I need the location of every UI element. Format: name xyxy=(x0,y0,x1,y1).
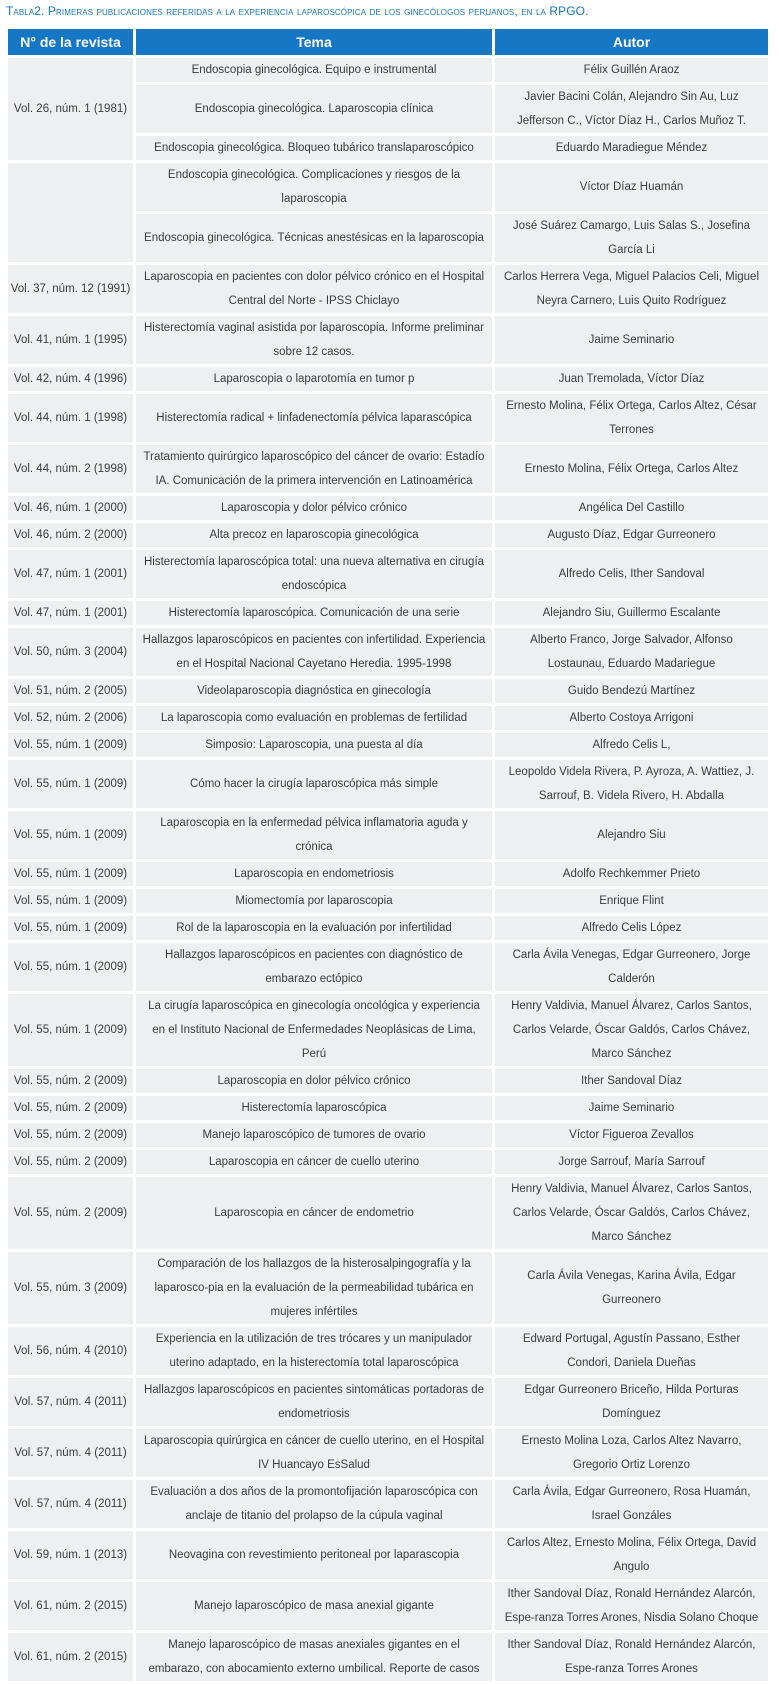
volume-cell: Vol. 57, núm. 4 (2011) xyxy=(8,1378,133,1426)
volume-cell: Vol. 37, núm. 12 (1991) xyxy=(8,265,133,313)
table-row xyxy=(8,760,768,808)
table-row xyxy=(8,1252,768,1324)
volume-cell: Vol. 41, núm. 1 (1995) xyxy=(8,316,133,364)
table-header-row xyxy=(8,29,768,55)
author-cell: Alberto Costoya Arrigoni xyxy=(495,706,768,730)
topic-cell: Laparoscopia en endometriosis xyxy=(136,862,492,886)
author-cell: Ernesto Molina Loza, Carlos Altez Navarro, Gregorio Ortiz Lorenzo xyxy=(495,1429,768,1477)
author-cell: Juan Tremolada, Víctor Díaz xyxy=(495,367,768,391)
topic-cell: La cirugía laparoscópica en ginecología oncológica y experiencia en el Instituto Nacional de Enfermedades Neoplásicas de Lima, Perú xyxy=(136,994,492,1066)
table-row xyxy=(8,445,768,493)
volume-cell: Vol. 59, núm. 1 (2013) xyxy=(8,1531,133,1579)
topic-cell: Endoscopia ginecológica. Equipo e instrumental xyxy=(136,58,492,82)
volume-cell: Vol. 47, núm. 1 (2001) xyxy=(8,601,133,625)
topic-cell: Miomectomía por laparoscopia xyxy=(136,889,492,913)
table-row xyxy=(8,916,768,940)
volume-cell: Vol. 55, núm. 2 (2009) xyxy=(8,1069,133,1093)
table-row xyxy=(8,367,768,391)
topic-cell: Endoscopia ginecológica. Técnicas anestésicas en la laparoscopia xyxy=(136,214,492,262)
table-row xyxy=(8,889,768,913)
topic-cell: Laparoscopia en dolor pélvico crónico xyxy=(136,1069,492,1093)
topic-cell: Cómo hacer la cirugía laparoscópica más simple xyxy=(136,760,492,808)
volume-cell: Vol. 47, núm. 1 (2001) xyxy=(8,550,133,598)
table-row xyxy=(8,550,768,598)
topic-cell: Histerectomía radical + linfadenectomía pélvica laparascópica xyxy=(136,394,492,442)
volume-cell: Vol. 55, núm. 1 (2009) xyxy=(8,862,133,886)
topic-cell: Videolaparoscopia diagnóstica en ginecología xyxy=(136,679,492,703)
author-cell: Ernesto Molina, Félix Ortega, Carlos Altez xyxy=(495,445,768,493)
author-cell: Leopoldo Videla Rivera, P. Ayroza, A. Wattiez, J. Sarrouf, B. Videla Rivero, H. Abdalla xyxy=(495,760,768,808)
table-row xyxy=(8,733,768,757)
volume-cell: Vol. 55, núm. 2 (2009) xyxy=(8,1096,133,1120)
author-cell: Enrique Flint xyxy=(495,889,768,913)
volume-cell: Vol. 55, núm. 1 (2009) xyxy=(8,943,133,991)
author-cell: Henry Valdivia, Manuel Álvarez, Carlos Santos, Carlos Velarde, Óscar Galdós, Carlos Chávez, Marco Sánchez xyxy=(495,1177,768,1249)
topic-cell: Neovagina con revestimiento peritoneal por laparascopia xyxy=(136,1531,492,1579)
volume-cell: Vol. 55, núm. 2 (2009) xyxy=(8,1150,133,1174)
table-row xyxy=(8,1480,768,1528)
topic-cell: Manejo laparoscópico de tumores de ovario xyxy=(136,1123,492,1147)
topic-cell: Endoscopia ginecológica. Bloqueo tubárico translaparoscópico xyxy=(136,136,492,160)
table-row xyxy=(8,394,768,442)
author-cell: Alejandro Siu, Guillermo Escalante xyxy=(495,601,768,625)
table-row xyxy=(8,1177,768,1249)
volume-cell: Vol. 50, núm. 3 (2004) xyxy=(8,628,133,676)
volume-cell: Vol. 44, núm. 2 (1998) xyxy=(8,445,133,493)
table-row xyxy=(8,994,768,1066)
author-cell: Angélica Del Castillo xyxy=(495,496,768,520)
table-row xyxy=(8,628,768,676)
author-cell: Carla Ávila Venegas, Karina Ávila, Edgar Gurreonero xyxy=(495,1252,768,1324)
author-cell: Jaime Seminario xyxy=(495,1096,768,1120)
table-row xyxy=(8,1633,768,1681)
author-cell: Ernesto Molina, Félix Ortega, Carlos Altez, César Terrones xyxy=(495,394,768,442)
author-cell: Carla Ávila, Edgar Gurreonero, Rosa Huamán, Israel Gonzáles xyxy=(495,1480,768,1528)
volume-cell: Vol. 55, núm. 2 (2009) xyxy=(8,1123,133,1147)
volume-cell: Vol. 61, núm. 2 (2015) xyxy=(8,1582,133,1630)
topic-cell: Endoscopia ginecológica. Complicaciones y riesgos de la laparoscopia xyxy=(136,163,492,211)
author-cell: Henry Valdivia, Manuel Álvarez, Carlos Santos, Carlos Velarde, Óscar Galdós, Carlos Chávez, Marco Sánchez xyxy=(495,994,768,1066)
table-row xyxy=(8,601,768,625)
column-header-author: Autor xyxy=(495,29,768,55)
topic-cell: Tratamiento quirúrgico laparoscópico del cáncer de ovario: Estadío IA. Comunicación de la primera intervención en Latinoamérica xyxy=(136,445,492,493)
table-row xyxy=(8,811,768,859)
topic-cell: Histerectomía vaginal asistida por laparoscopia. Informe preliminar sobre 12 casos. xyxy=(136,316,492,364)
author-cell: Carla Ávila Venegas, Edgar Gurreonero, Jorge Calderón xyxy=(495,943,768,991)
table-row xyxy=(8,163,768,211)
volume-cell: Vol. 44, núm. 1 (1998) xyxy=(8,394,133,442)
table-row xyxy=(8,58,768,82)
column-header-volume: N° de la revista xyxy=(8,29,133,55)
author-cell: Alfredo Celis López xyxy=(495,916,768,940)
volume-cell: Vol. 42, núm. 4 (1996) xyxy=(8,367,133,391)
volume-cell: Vol. 57, núm. 4 (2011) xyxy=(8,1429,133,1477)
table-row xyxy=(8,706,768,730)
author-cell: Alejandro Siu xyxy=(495,811,768,859)
topic-cell: Endoscopia ginecológica. Laparoscopia clínica xyxy=(136,85,492,133)
topic-cell: Hallazgos laparoscópicos en pacientes sintomáticas portadoras de endometriosis xyxy=(136,1378,492,1426)
topic-cell: Laparoscopia y dolor pélvico crónico xyxy=(136,496,492,520)
author-cell: Alfredo Celis, Ither Sandoval xyxy=(495,550,768,598)
topic-cell: Experiencia en la utilización de tres trócares y un manipulador uterino adaptado, en la histerectomía total laparoscópica xyxy=(136,1327,492,1375)
author-cell: Edgar Gurreonero Briceño, Hilda Porturas Domínguez xyxy=(495,1378,768,1426)
author-cell: Guido Bendezú Martínez xyxy=(495,679,768,703)
table-caption: Tabla2. Primeras publicaciones referidas a la experiencia laparoscópica de los ginecólogos peruanos, en la RPGO. xyxy=(6,4,589,18)
publications-table xyxy=(5,26,771,1684)
table-row xyxy=(8,1096,768,1120)
author-cell: Augusto Díaz, Edgar Gurreonero xyxy=(495,523,768,547)
volume-cell: Vol. 55, núm. 1 (2009) xyxy=(8,760,133,808)
column-header-topic: Tema xyxy=(136,29,492,55)
volume-cell: Vol. 55, núm. 1 (2009) xyxy=(8,916,133,940)
table-row xyxy=(8,943,768,991)
table-row xyxy=(8,1429,768,1477)
table-body xyxy=(8,58,768,1681)
topic-cell: Hallazgos laparoscópicos en pacientes con diagnóstico de embarazo ectópico xyxy=(136,943,492,991)
topic-cell: Hallazgos laparoscópicos en pacientes con infertilidad. Experiencia en el Hospital Nacional Cayetano Heredia. 1995-1998 xyxy=(136,628,492,676)
topic-cell: Histerectomía laparoscópica. Comunicación de una serie xyxy=(136,601,492,625)
volume-cell xyxy=(8,163,133,262)
author-cell: Alberto Franco, Jorge Salvador, Alfonso Lostaunau, Eduardo Madariegue xyxy=(495,628,768,676)
table-row xyxy=(8,862,768,886)
volume-cell: Vol. 46, núm. 1 (2000) xyxy=(8,496,133,520)
topic-cell: Laparoscopia en cáncer de cuello uterino xyxy=(136,1150,492,1174)
table-row xyxy=(8,679,768,703)
volume-cell: Vol. 52, núm. 2 (2006) xyxy=(8,706,133,730)
table-row xyxy=(8,1531,768,1579)
topic-cell: Laparoscopia en la enfermedad pélvica inflamatoria aguda y crónica xyxy=(136,811,492,859)
volume-cell: Vol. 51, núm. 2 (2005) xyxy=(8,679,133,703)
table-row xyxy=(8,523,768,547)
author-cell: Edward Portugal, Agustín Passano, Esther Condori, Daniela Dueñas xyxy=(495,1327,768,1375)
table-row xyxy=(8,316,768,364)
topic-cell: Simposio: Laparoscopia, una puesta al día xyxy=(136,733,492,757)
table-row xyxy=(8,1327,768,1375)
topic-cell: Histerectomía laparoscópica xyxy=(136,1096,492,1120)
author-cell: Ither Sandoval Díaz xyxy=(495,1069,768,1093)
topic-cell: La laparoscopia como evaluación en problemas de fertilidad xyxy=(136,706,492,730)
author-cell: Alfredo Celis L, xyxy=(495,733,768,757)
table-row xyxy=(8,1150,768,1174)
topic-cell: Laparoscopia en pacientes con dolor pélvico crónico en el Hospital Central del Norte - IPSS Chiclayo xyxy=(136,265,492,313)
table-row xyxy=(8,265,768,313)
table-row xyxy=(8,496,768,520)
author-cell: Carlos Altez, Ernesto Molina, Félix Ortega, David Angulo xyxy=(495,1531,768,1579)
volume-cell: Vol. 55, núm. 1 (2009) xyxy=(8,733,133,757)
topic-cell: Laparoscopia quirúrgica en cáncer de cuello uterino, en el Hospital IV Huancayo EsSalud xyxy=(136,1429,492,1477)
volume-cell: Vol. 55, núm. 1 (2009) xyxy=(8,889,133,913)
author-cell: Víctor Figueroa Zevallos xyxy=(495,1123,768,1147)
volume-cell: Vol. 55, núm. 2 (2009) xyxy=(8,1177,133,1249)
volume-cell: Vol. 55, núm. 1 (2009) xyxy=(8,811,133,859)
topic-cell: Alta precoz en laparoscopia ginecológica xyxy=(136,523,492,547)
volume-cell: Vol. 56, núm. 4 (2010) xyxy=(8,1327,133,1375)
author-cell: Eduardo Maradiegue Méndez xyxy=(495,136,768,160)
author-cell: Ither Sandoval Díaz, Ronald Hernández Alarcón, Espe-ranza Torres Arones xyxy=(495,1633,768,1681)
volume-cell: Vol. 55, núm. 1 (2009) xyxy=(8,994,133,1066)
topic-cell: Histerectomía laparoscópica total: una nueva alternativa en cirugía endoscópica xyxy=(136,550,492,598)
author-cell: Ither Sandoval Díaz, Ronald Hernández Alarcón, Espe-ranza Torres Arones, Nisdia Solano Choque xyxy=(495,1582,768,1630)
author-cell: Félix Guillén Araoz xyxy=(495,58,768,82)
topic-cell: Manejo laparoscópico de masas anexiales gigantes en el embarazo, con abocamiento externo umbilical. Reporte de casos xyxy=(136,1633,492,1681)
author-cell: Jaime Seminario xyxy=(495,316,768,364)
table-row xyxy=(8,1123,768,1147)
volume-cell: Vol. 57, núm. 4 (2011) xyxy=(8,1480,133,1528)
author-cell: Adolfo Rechkemmer Prieto xyxy=(495,862,768,886)
topic-cell: Laparoscopia en cáncer de endometrio xyxy=(136,1177,492,1249)
author-cell: Jorge Sarrouf, María Sarrouf xyxy=(495,1150,768,1174)
table-row xyxy=(8,1378,768,1426)
topic-cell: Evaluación a dos años de la promontofijación laparoscópica con anclaje de titanio del prolapso de la cúpula vaginal xyxy=(136,1480,492,1528)
volume-cell: Vol. 46, núm. 2 (2000) xyxy=(8,523,133,547)
table-row xyxy=(8,1069,768,1093)
author-cell: José Suárez Camargo, Luis Salas S., Josefina García Li xyxy=(495,214,768,262)
author-cell: Javier Bacini Colán, Alejandro Sin Au, Luz Jefferson C., Víctor Díaz H., Carlos Muñoz T. xyxy=(495,85,768,133)
volume-cell: Vol. 61, núm. 2 (2015) xyxy=(8,1633,133,1681)
author-cell: Carlos Herrera Vega, Miguel Palacios Celi, Miguel Neyra Carnero, Luis Quito Rodríguez xyxy=(495,265,768,313)
table-row xyxy=(8,1582,768,1630)
topic-cell: Rol de la laparoscopia en la evaluación por infertilidad xyxy=(136,916,492,940)
topic-cell: Laparoscopia o laparotomía en tumor p xyxy=(136,367,492,391)
author-cell: Víctor Díaz Huamán xyxy=(495,163,768,211)
volume-cell: Vol. 55, núm. 3 (2009) xyxy=(8,1252,133,1324)
topic-cell: Manejo laparoscópico de masa anexial gigante xyxy=(136,1582,492,1630)
volume-cell: Vol. 26, núm. 1 (1981) xyxy=(8,58,133,160)
topic-cell: Comparación de los hallazgos de la histerosalpingografía y la laparosco-pia en la evaluación de la permeabilidad tubárica en mujeres infértiles xyxy=(136,1252,492,1324)
